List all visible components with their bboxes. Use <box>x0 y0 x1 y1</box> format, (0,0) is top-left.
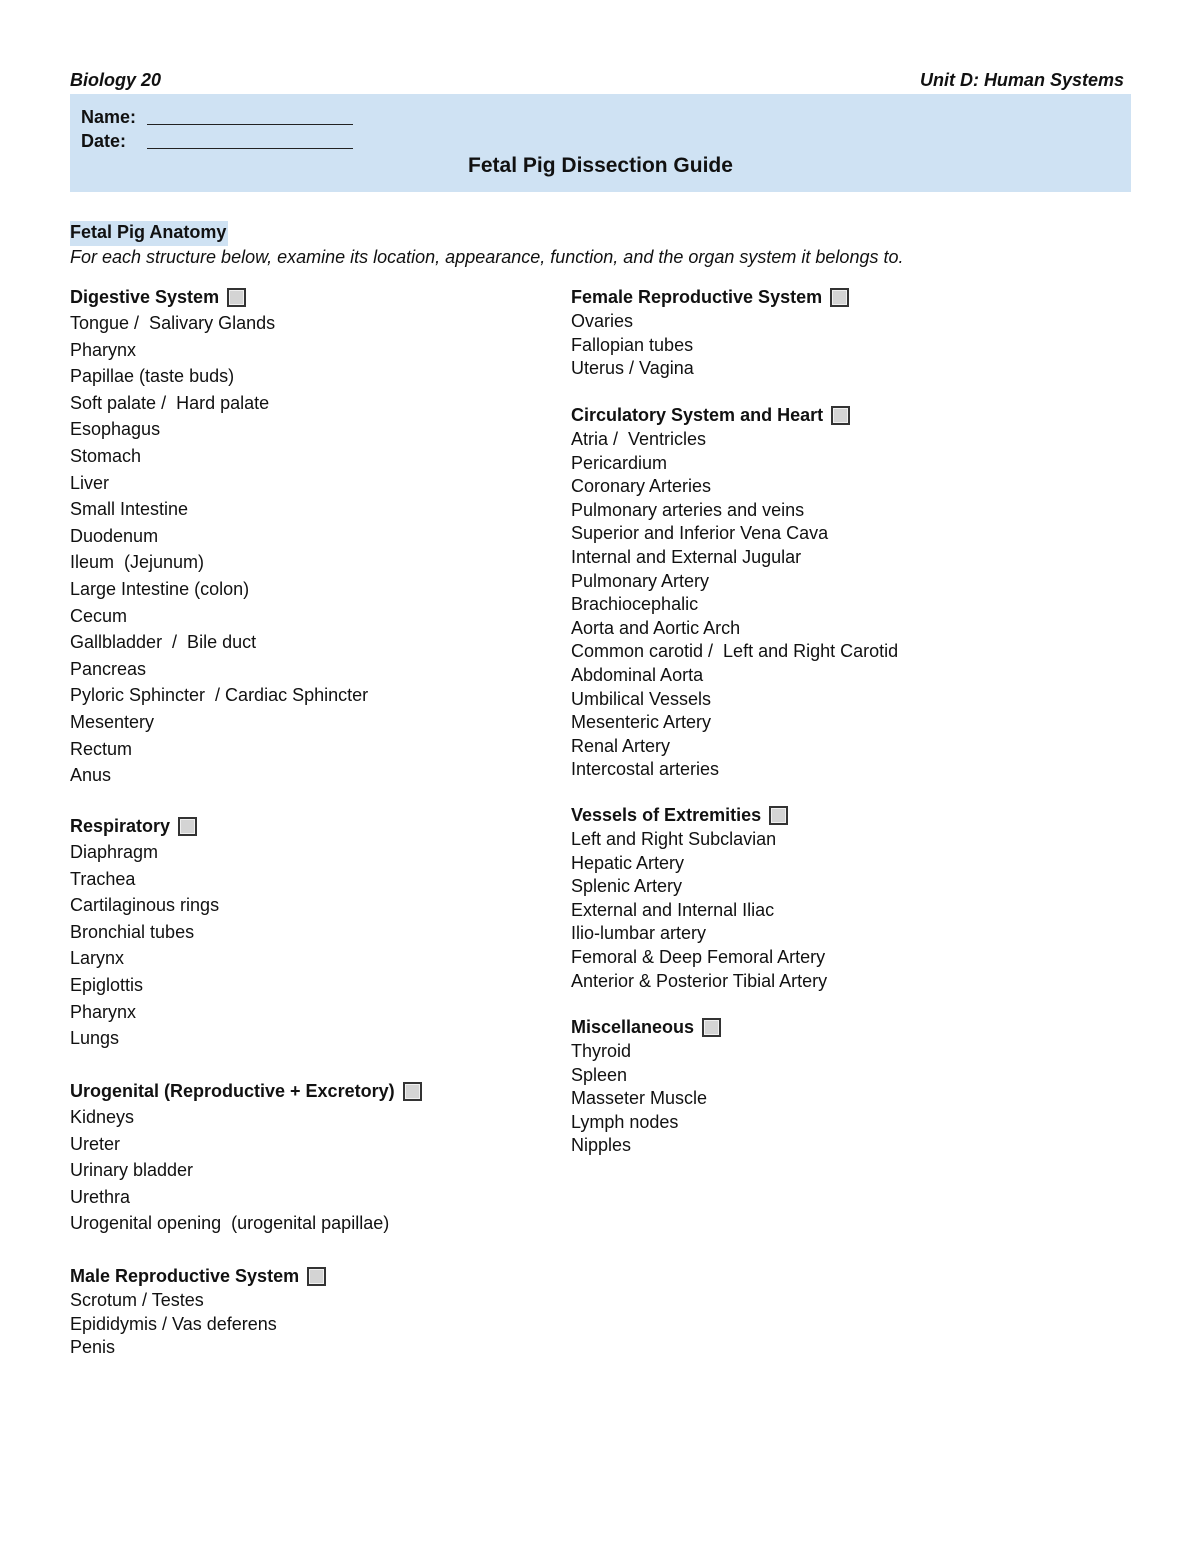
structure-list <box>70 839 219 1052</box>
group-heading <box>571 1014 721 1040</box>
date-label: Date: <box>81 131 127 151</box>
list-item: Esophagus <box>70 419 161 440</box>
group-female-reproductive <box>571 284 849 381</box>
group-heading <box>70 813 219 839</box>
list-item: Pulmonary arteries and veins <box>571 499 805 520</box>
structure-list <box>571 1040 721 1158</box>
checkbox-icon[interactable] <box>769 806 788 825</box>
group-title: Male Reproductive System <box>70 1265 300 1286</box>
list-item: Intercostal arteries <box>571 759 720 780</box>
list-item: Aorta and Aortic Arch <box>571 617 741 638</box>
group-urogenital <box>70 1078 422 1237</box>
checkbox-icon[interactable] <box>831 406 850 425</box>
list-item: Soft palate / Hard palate <box>70 392 270 413</box>
list-item: Uterus / Vagina <box>571 358 694 379</box>
title-band <box>70 94 1131 192</box>
group-heading <box>70 284 368 310</box>
group-title: Circulatory System and Heart <box>571 404 824 425</box>
list-item: Pancreas <box>70 658 147 679</box>
list-item: Thyroid <box>571 1041 632 1061</box>
list-item: Internal and External Jugular <box>571 546 802 567</box>
section-title: Fetal Pig Anatomy <box>70 221 228 246</box>
list-item: Abdominal Aorta <box>571 664 704 685</box>
list-item: Large Intestine (colon) <box>70 578 250 599</box>
list-item: Atria / Ventricles <box>571 429 707 449</box>
structure-list <box>571 428 898 782</box>
list-item: Nipples <box>571 1135 632 1156</box>
group-miscellaneous <box>571 1014 721 1158</box>
list-item: External and Internal Iliac <box>571 899 775 920</box>
structure-list <box>571 828 827 993</box>
list-item: Trachea <box>70 868 136 889</box>
list-item: Lungs <box>70 1028 120 1049</box>
list-item: Superior and Inferior Vena Cava <box>571 523 829 544</box>
checkbox-icon[interactable] <box>178 817 197 836</box>
list-item: Gallbladder / Bile duct <box>70 632 257 653</box>
date-line[interactable] <box>147 130 353 149</box>
list-item: Anterior & Posterior Tibial Artery <box>571 970 828 991</box>
list-item: Diaphragm <box>70 842 159 862</box>
list-item: Epiglottis <box>70 974 144 995</box>
page-header <box>70 70 1124 94</box>
list-item: Pyloric Sphincter / Cardiac Sphincter <box>70 685 369 706</box>
list-item: Left and Right Subclavian <box>571 829 777 849</box>
list-item: Urogenital opening (urogenital papillae) <box>70 1213 390 1234</box>
group-title: Urogenital (Reproductive + Excretory) <box>70 1080 395 1101</box>
group-respiratory <box>70 813 219 1052</box>
course-label: Biology 20 <box>70 70 162 90</box>
list-item: Splenic Artery <box>571 876 683 897</box>
list-item: Umbilical Vessels <box>571 688 712 709</box>
structure-list <box>70 310 368 789</box>
list-item: Urethra <box>70 1186 131 1207</box>
list-item: Duodenum <box>70 525 159 546</box>
list-item: Pharynx <box>70 1001 137 1022</box>
date-field[interactable] <box>81 130 353 152</box>
instructions: For each structure below, examine its location, appearance, function, and the organ system it belongs to. <box>70 247 904 267</box>
list-item: Larynx <box>70 948 125 969</box>
group-title: Miscellaneous <box>571 1016 695 1037</box>
group-heading <box>571 802 827 828</box>
list-item: Pulmonary Artery <box>571 570 710 591</box>
list-item: Ilio-lumbar artery <box>571 923 707 944</box>
structure-list <box>571 310 849 381</box>
group-title: Digestive System <box>70 286 220 307</box>
list-item: Ileum (Jejunum) <box>70 552 205 573</box>
list-item: Mesenteric Artery <box>571 712 712 733</box>
structure-list <box>70 1289 326 1360</box>
group-digestive <box>70 284 368 789</box>
checkbox-icon[interactable] <box>403 1082 422 1101</box>
list-item: Pharynx <box>70 339 137 360</box>
group-circulatory <box>571 402 898 782</box>
group-title: Female Reproductive System <box>571 286 823 307</box>
group-title: Vessels of Extremities <box>571 804 762 825</box>
group-heading <box>571 402 898 428</box>
list-item: Cartilaginous rings <box>70 895 220 916</box>
list-item: Mesentery <box>70 711 155 732</box>
unit-label: Unit D: Human Systems <box>919 70 1124 90</box>
checkbox-icon[interactable] <box>702 1018 721 1037</box>
group-heading <box>70 1263 326 1289</box>
checkbox-icon[interactable] <box>830 288 849 307</box>
list-item: Rectum <box>70 738 133 759</box>
list-item: Stomach <box>70 445 142 466</box>
page-title: Fetal Pig Dissection Guide <box>468 154 733 177</box>
group-male-reproductive <box>70 1263 326 1360</box>
list-item: Epididymis / Vas deferens <box>70 1313 277 1334</box>
list-item: Ovaries <box>571 311 634 331</box>
list-item: Common carotid / Left and Right Carotid <box>571 641 899 662</box>
list-item: Liver <box>70 472 110 493</box>
list-item: Kidneys <box>70 1107 135 1127</box>
list-item: Lymph nodes <box>571 1111 679 1132</box>
list-item: Hepatic Artery <box>571 852 685 873</box>
group-extremities <box>571 802 827 993</box>
list-item: Bronchial tubes <box>70 921 195 942</box>
group-heading <box>70 1078 422 1104</box>
list-item: Spleen <box>571 1064 628 1085</box>
group-title: Respiratory <box>70 815 171 836</box>
group-heading <box>571 284 849 310</box>
list-item: Renal Artery <box>571 735 671 756</box>
checkbox-icon[interactable] <box>227 288 246 307</box>
list-item: Tongue / Salivary Glands <box>70 313 276 333</box>
name-label: Name: <box>81 107 137 127</box>
list-item: Penis <box>70 1337 116 1358</box>
name-line[interactable] <box>147 106 353 125</box>
list-item: Papillae (taste buds) <box>70 366 235 387</box>
list-item: Femoral & Deep Femoral Artery <box>571 946 826 967</box>
list-item: Coronary Arteries <box>571 476 712 497</box>
list-item: Cecum <box>70 605 128 626</box>
list-item: Ureter <box>70 1133 121 1154</box>
list-item: Pericardium <box>571 452 668 473</box>
list-item: Urinary bladder <box>70 1160 194 1181</box>
list-item: Masseter Muscle <box>571 1088 708 1109</box>
structure-list <box>70 1104 422 1237</box>
list-item: Anus <box>70 765 112 786</box>
list-item: Brachiocephalic <box>571 594 699 615</box>
list-item: Small Intestine <box>70 499 189 520</box>
list-item: Scrotum / Testes <box>70 1290 204 1310</box>
list-item: Fallopian tubes <box>571 334 694 355</box>
checkbox-icon[interactable] <box>307 1267 326 1286</box>
name-field[interactable] <box>81 106 353 128</box>
